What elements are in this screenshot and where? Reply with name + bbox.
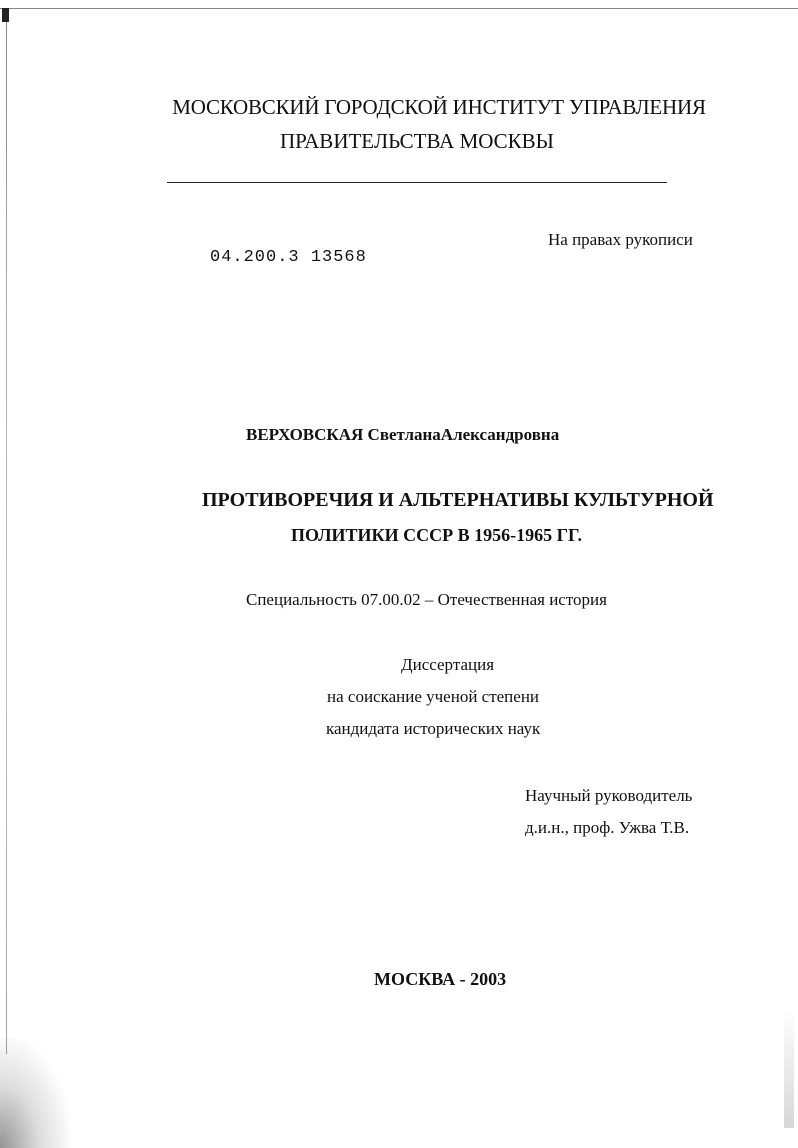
author-name: ВЕРХОВСКАЯ СветланаАлександровна bbox=[246, 425, 560, 444]
advisor-name: д.и.н., проф. Ужва Т.В. bbox=[525, 818, 690, 837]
scan-top-edge bbox=[0, 8, 798, 9]
scan-corner-mark bbox=[2, 8, 9, 22]
thesis-title-line2: ПОЛИТИКИ СССР В 1956-1965 ГГ. bbox=[291, 525, 582, 545]
specialty: Специальность 07.00.02 – Отечественная история bbox=[246, 590, 607, 609]
header-divider bbox=[167, 182, 667, 183]
scan-left-edge bbox=[6, 14, 7, 1054]
dissertation-line1: Диссертация bbox=[401, 655, 495, 674]
institute-name-line2: ПРАВИТЕЛЬСТВА МОСКВЫ bbox=[279, 129, 554, 153]
rights-notice: На правах рукописи bbox=[548, 230, 693, 249]
scan-shadow-right bbox=[784, 1008, 794, 1128]
advisor-label: Научный руководитель bbox=[525, 786, 693, 805]
thesis-title-line1: ПРОТИВОРЕЧИЯ И АЛЬТЕРНАТИВЫ КУЛЬТУРНОЙ bbox=[202, 489, 714, 511]
dissertation-line2: на соискание ученой степени bbox=[327, 687, 540, 706]
institute-name-line1: МОСКОВСКИЙ ГОРОДСКОЙ ИНСТИТУТ УПРАВЛЕНИЯ bbox=[172, 95, 706, 119]
dissertation-line3: кандидата исторических наук bbox=[326, 719, 541, 738]
scan-shadow-bottom-left bbox=[0, 1038, 70, 1148]
registry-number: 04.200.3 13568 bbox=[210, 248, 367, 267]
city-year: МОСКВА - 2003 bbox=[374, 969, 507, 989]
